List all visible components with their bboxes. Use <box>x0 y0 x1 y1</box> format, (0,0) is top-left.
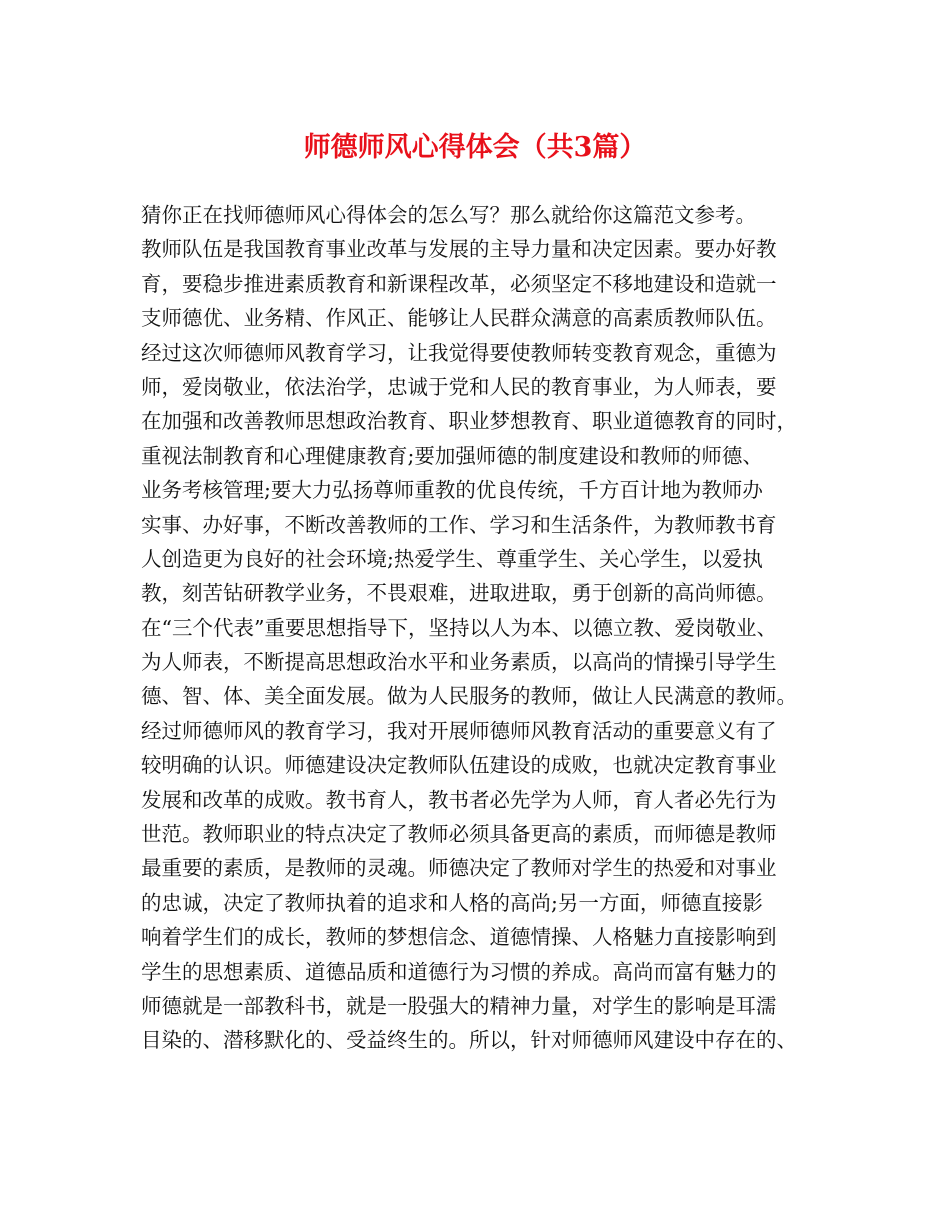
body-line: 育，要稳步推进素质教育和新课程改革，必须坚定不移地建设和造就一 <box>141 271 777 296</box>
body-line: 较明确的认识。师德建设决定教师队伍建设的成败，也就决定教育事业 <box>141 753 777 778</box>
body-line: 世范。教师职业的特点决定了教师必须具备更高的素质，而师德是教师 <box>141 822 777 847</box>
body-line: 发展和改革的成败。教书育人，教书者必先学为人师，育人者必先行为 <box>141 787 777 812</box>
body-line: 响着学生们的成长，教师的梦想信念、道德情操、人格魅力直接影响到 <box>141 925 777 950</box>
body-line: 猜你正在找师德师风心得体会的怎么写？那么就给你这篇范文参考。 <box>141 203 756 227</box>
body-line: 为人师表，不断提高思想政治水平和业务素质，以高尚的情操引导学生 <box>141 650 777 675</box>
body-line: 学生的思想素质、道德品质和道德行为习惯的养成。高尚而富有魅力的 <box>141 959 777 984</box>
body-line: 重视法制教育和心理健康教育;要加强师德的制度建设和教师的师德、 <box>141 443 763 468</box>
document-title: 师德师风心得体会（共3篇） <box>303 132 647 163</box>
body-line: 实事、办好事，不断改善教师的工作、学习和生活条件，为教师教书育 <box>141 512 777 537</box>
body-line: 在加强和改善教师思想政治教育、职业梦想教育、职业道德教育的同时， <box>141 409 797 434</box>
body-line: 目染的、潜移默化的、受益终生的。所以，针对师德师风建设中存在的、 <box>141 1028 797 1053</box>
body-line: 师德就是一部教科书，就是一股强大的精神力量，对学生的影响是耳濡 <box>141 993 777 1018</box>
body-line: 在“三个代表”重要思想指导下，坚持以人为本、以德立教、爱岗敬业、 <box>141 615 777 640</box>
document-body <box>141 198 831 1058</box>
body-line: 师，爱岗敬业，依法治学，忠诚于党和人民的教育事业，为人师表，要 <box>141 374 777 399</box>
body-line: 最重要的素质，是教师的灵魂。师德决定了教师对学生的热爱和对事业 <box>141 856 777 881</box>
body-line: 的忠诚，决定了教师执着的追求和人格的高尚;另一方面，师德直接影 <box>141 890 763 915</box>
body-line: 业务考核管理;要大力弘扬尊师重教的优良传统，千方百计地为教师办 <box>141 478 763 503</box>
body-line: 教，刻苦钻研教学业务，不畏艰难，进取进取，勇于创新的高尚师德。 <box>141 581 777 606</box>
body-line: 经过师德师风的教育学习，我对开展师德师风教育活动的重要意义有了 <box>141 718 777 743</box>
body-line: 经过这次师德师风教育学习，让我觉得要使教师转变教育观念，重德为 <box>141 340 777 365</box>
body-line: 人创造更为良好的社会环境;热爱学生、尊重学生、关心学生，以爱执 <box>141 546 763 571</box>
body-line: 教师队伍是我国教育事业改革与发展的主导力量和决定因素。要办好教 <box>141 237 777 262</box>
body-line: 德、智、体、美全面发展。做为人民服务的教师，做让人民满意的教师。 <box>141 684 797 709</box>
body-line: 支师德优、业务精、作风正、能够让人民群众满意的高素质教师队伍。 <box>141 306 777 331</box>
